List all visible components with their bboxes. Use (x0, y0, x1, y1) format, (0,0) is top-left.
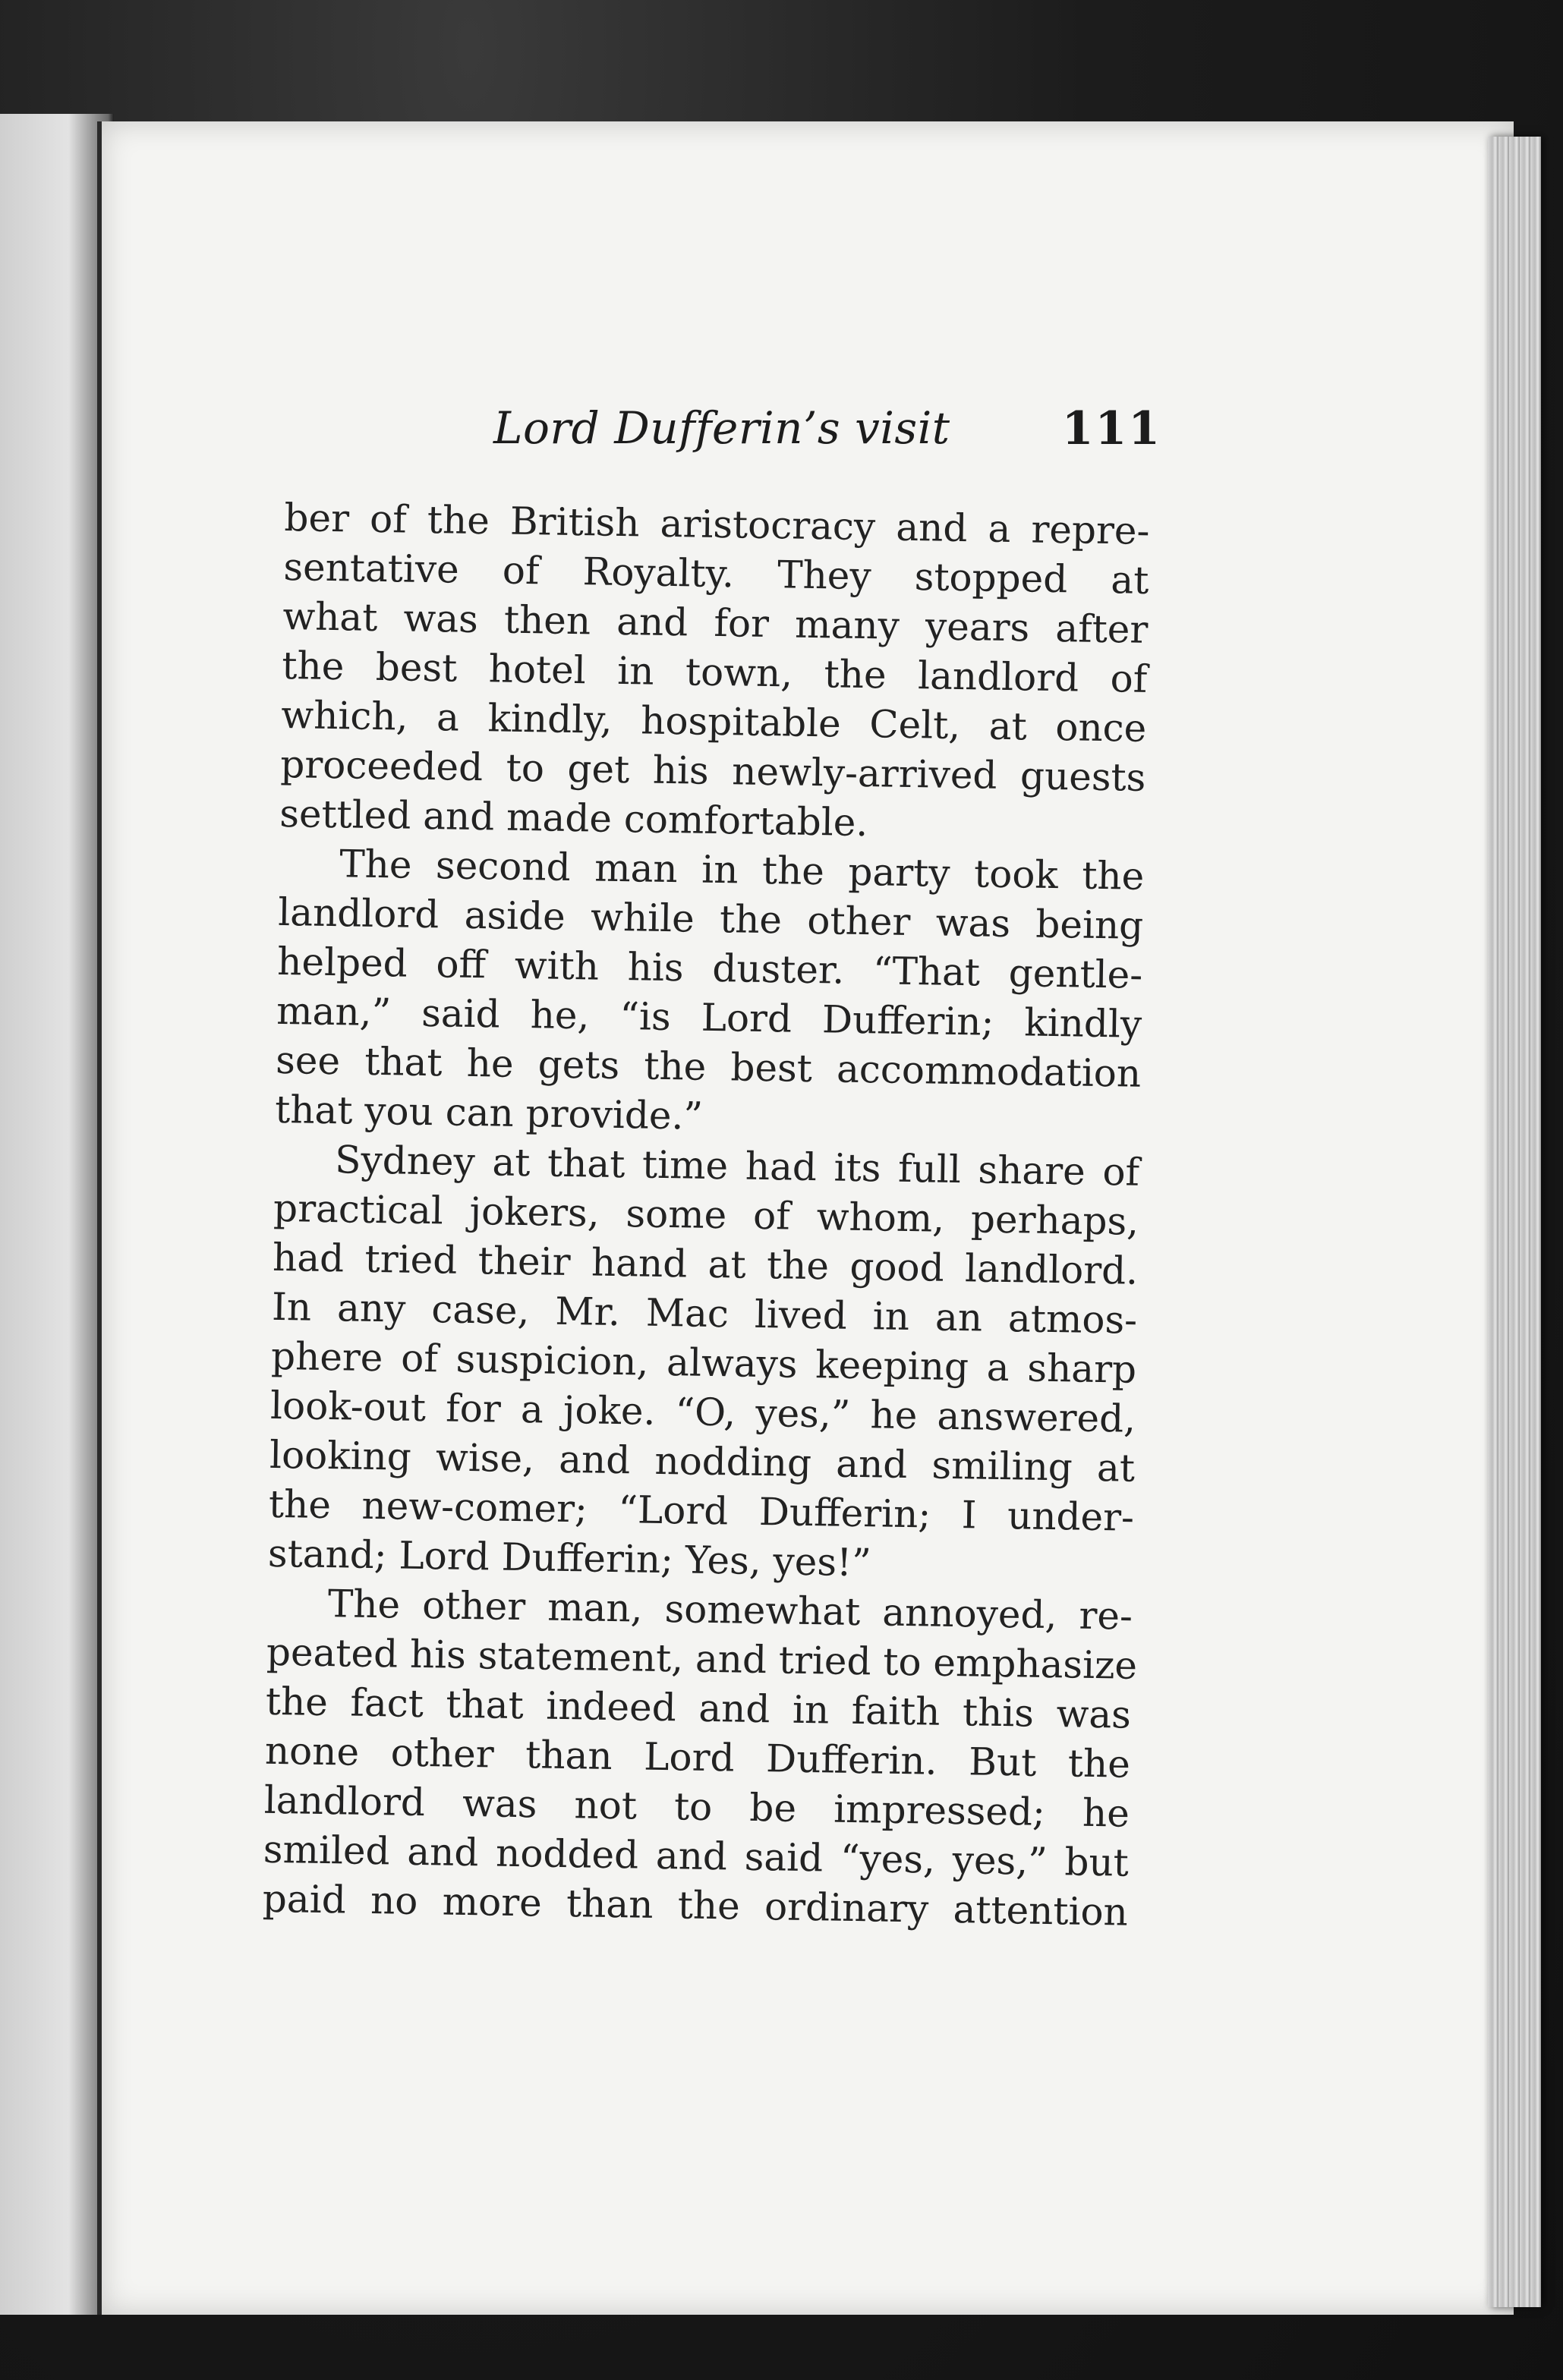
text-line: landlord was not to be impressed; he (263, 1777, 1130, 1836)
text-line: In any case, Mr. Mac lived in an atmos- (271, 1284, 1138, 1343)
running-title: Lord Dufferin’s visit (493, 402, 950, 454)
text-line: proceeded to get his newly-arrived guests (279, 741, 1146, 800)
text-line: see that he gets the best accommodation (275, 1037, 1142, 1096)
text-line: peated his statement, and tried to emphasize (266, 1629, 1138, 1688)
text-line: the best hotel in town, the landlord of (281, 643, 1148, 701)
text-line: helped off with his duster. “That gentle- (276, 939, 1143, 997)
text-line: Sydney at that time had its full share of (334, 1138, 1140, 1195)
text-line: what was then and for many years after (282, 593, 1149, 652)
text-line: sentative of Royalty. They stopped at (283, 544, 1149, 603)
text-line: ber of the British aristocracy and a repre- (284, 495, 1150, 553)
text-line: man,” said he, “is Lord Dufferin; kindly (276, 988, 1142, 1047)
text-line: practical jokers, some of whom, perhaps, (273, 1185, 1139, 1244)
text-line: paid no more than the ordinary attention (262, 1876, 1129, 1935)
text-line: none other than Lord Dufferin. But the (264, 1728, 1131, 1787)
page-header (493, 402, 1161, 478)
page-stack-edge (1488, 137, 1541, 2307)
text-line: which, a kindly, hospitable Celt, at once (280, 692, 1147, 751)
text-line: looking wise, and nodding and smiling at (269, 1432, 1136, 1491)
text-line: phere of suspicion, always keeping a sharp (270, 1333, 1137, 1392)
text-line: settled and made comfortable. (279, 791, 868, 845)
text-line: had tried their hand at the good landlord. (272, 1235, 1139, 1293)
text-line: that you can provide.” (274, 1087, 704, 1138)
text-line: landlord aside while the other was being (277, 889, 1144, 948)
text-line: the fact that indeed and in faith this was (265, 1679, 1132, 1737)
body-text (262, 493, 1149, 1938)
text-line: the new-comer; “Lord Dufferin; I under- (268, 1481, 1135, 1540)
page-number: 111 (1061, 402, 1161, 455)
text-line: stand; Lord Dufferin; Yes, yes!” (267, 1531, 872, 1585)
text-line: smiled and nodded and said “yes, yes,” but (263, 1827, 1130, 1885)
text-line: look-out for a joke. “O, yes,” he answered, (269, 1383, 1136, 1441)
text-line: The second man in the party took the (339, 842, 1145, 899)
text-line: The other man, somewhat annoyed, re- (327, 1582, 1133, 1639)
